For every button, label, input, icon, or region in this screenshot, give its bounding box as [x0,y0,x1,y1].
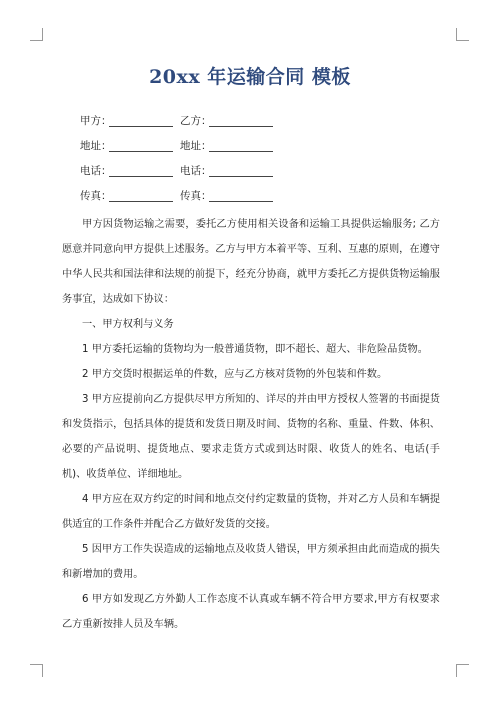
party-b-address-label: 地址： [180,140,212,152]
crop-mark-bottom-right [456,664,469,677]
intro-paragraph [62,212,440,312]
party-b-phone-blank[interactable] [209,176,273,177]
clause-5 [62,537,440,587]
intro-paragraph-text: 甲方因货物运输之需要，委托乙方使用相关设备和运输工具提供运输服务; 乙方愿意并同意向甲方提供上述服务。乙方与甲方本着平等、互利、互惠的原则，在遵守中华人民共和国法律和法规的前提下，经充分协商，就甲方委托乙方提供货物运输服务事宜，达成如下协议： [62,219,440,305]
party-a-address-blank[interactable] [109,151,173,152]
clause-2 [62,362,440,387]
clause-4 [62,487,440,537]
clause-1 [62,337,440,362]
party-a-fax-blank[interactable] [109,201,173,202]
party-a-address-label: 地址： [80,140,112,152]
clause-6 [62,587,440,637]
crop-mark-bottom-left [30,664,43,677]
party-b-name-label: 乙方： [180,115,212,127]
crop-mark-top-right [456,28,469,41]
clause-1-text: 1 甲方委托运输的货物均为一般普通货物，即不超长、超大、非危险品货物。 [82,344,428,355]
crop-mark-top-left [30,28,43,41]
party-a-name-label: 甲方： [80,115,112,127]
section-heading-text: 一、甲方权利与义务 [82,319,174,330]
clause-3 [62,387,440,487]
document-title: 20xx 年运输合同 模板 [149,66,351,88]
party-a-phone-label: 电话： [80,165,112,177]
party-a-fax-label: 传真： [80,190,112,202]
clause-3-text: 3 甲方应提前向乙方提供尽甲方所知的、详尽的并由甲方授权人签署的书面提货和发货指示，包括具体的提货和发货日期及时间、货物的名称、重量、件数、体积、必要的产品说明、提货地点、要求走货方式或到达时限、收货人的姓名、电话(手机)、收货单位、详细地址。 [62,394,440,480]
clause-6-text: 6 甲方如发现乙方外勤人工作态度不认真或车辆不符合甲方要求,甲方有权要求乙方重新按排人员及车辆。 [62,594,440,630]
party-b-phone-label: 电话： [180,165,212,177]
party-b-fax-label: 传真： [180,190,212,202]
section-heading [62,312,440,337]
party-b-name-blank[interactable] [209,126,273,127]
party-b-address-blank[interactable] [209,151,273,152]
party-b-fax-blank[interactable] [209,201,273,202]
party-a-phone-blank[interactable] [109,176,173,177]
clause-4-text: 4 甲方应在双方约定的时间和地点交付约定数量的货物，并对乙方人员和车辆提供适宜的工作条件并配合乙方做好发货的交接。 [62,494,440,530]
clause-2-text: 2 甲方交货时根据运单的件数，应与乙方核对货物的外包装和件数。 [82,369,388,380]
clause-5-text: 5 因甲方工作失误造成的运输地点及收货人错误，甲方须承担由此而造成的损失和新增加的费用。 [62,544,440,580]
party-a-name-blank[interactable] [109,126,173,127]
